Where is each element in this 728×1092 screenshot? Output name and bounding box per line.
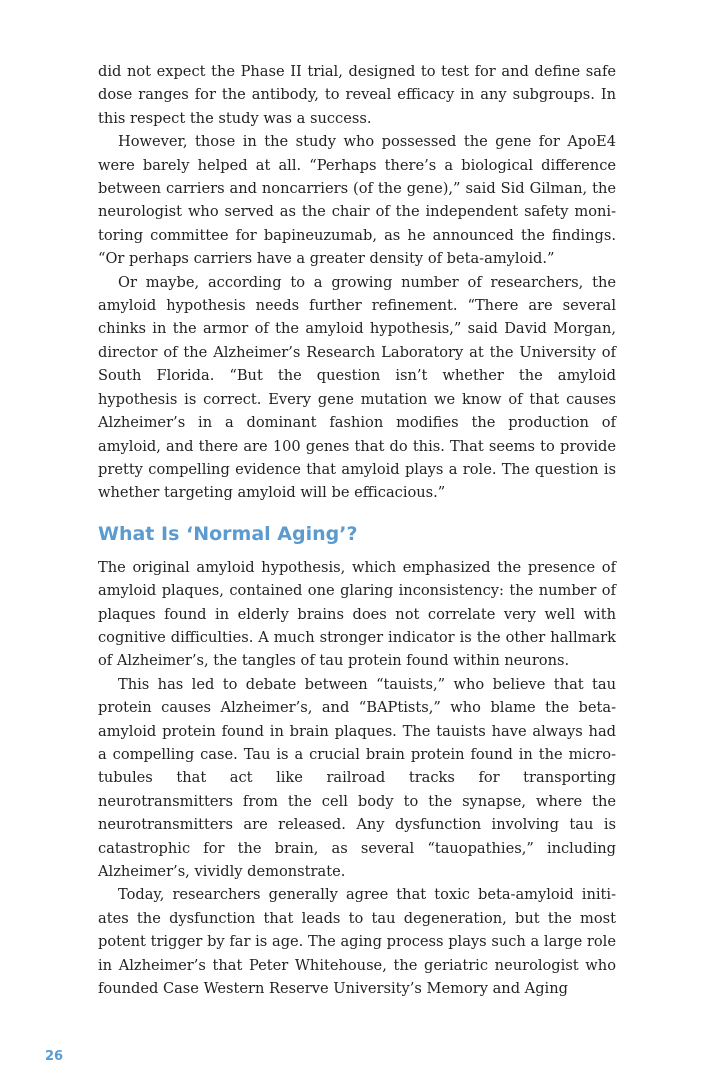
page-number: 26 xyxy=(45,1049,64,1064)
paragraph-continued: did not expect the Phase II trial, designed to test for and define safe dose ranges for the antibody, to reveal efficacy in any subgroups. In this respect the study was a success. xyxy=(98,63,616,127)
paragraph-amyloid-hypothesis: Or maybe, according to a growing number of researchers, the amyloid hypothesis needs further refinement. “There are several chinks in the armor of the amyloid hypothesis,” said David Morgan, director of the Alzheimer’s Research Laboratory at the University of South Florida. “But the question isn’t whether the amyloid hypothesis is correct. Every gene mutation we know of that causes Alzheimer’s in a dominant fashion modifies the production of amyloid, and there are 100 genes that do this. That seems to provide pretty compelling evidence that amyloid plays a role. The question is whether targeting amyloid will be efficacious.” xyxy=(98,273,616,502)
page-text-column xyxy=(98,60,616,1000)
section-heading: What Is ‘Normal Aging’? xyxy=(98,522,358,545)
paragraph-tauists: This has led to debate between “tauists,” who believe that tau protein causes Alzheimer’s, and “BAPtists,” who blame the beta-amyloid protein found in brain plaques. The tauists have always had a compelling case. Tau is a crucial brain protein found in the microtubules that act like railroad tracks for transporting neurotransmitters from the cell body to the synapse, where the neurotransmitters are released. Any dysfunction involving tau is catastrophic for the brain, as several “tauopathies,” including Alzheimer’s, vividly demonstrate. xyxy=(98,675,616,880)
paragraph-aging-trigger: Today, researchers generally agree that toxic beta-amyloid initiates the dysfunction that leads to tau degeneration, but the most potent trigger by far is age. The aging process plays such a large role in Alzheimer’s that Peter Whitehouse, the geriatric neurologist who founded Case Western Reserve University’s Memory and Aging xyxy=(98,886,616,998)
paragraph-original-hypothesis: The original amyloid hypothesis, which emphasized the presence of amyloid plaques, contained one glaring inconsistency: the number of plaques found in elderly brains does not correlate very well with cognitive difficulties. A much stronger indicator is the other hallmark of Alzheimer’s, the tangles of tau protein found within neurons. xyxy=(98,558,616,670)
paragraph-apoe4: However, those in the study who possessed the gene for ApoE4 were barely helped at all. “Perhaps there’s a biological difference between carriers and noncarriers (of the gene),” said Sid Gilman, the neurologist who served as the chair of the independent safety monitoring committee for bapineuzumab, as he announced the findings. “Or perhaps carriers have a greater density of beta-amyloid.” xyxy=(98,133,616,268)
